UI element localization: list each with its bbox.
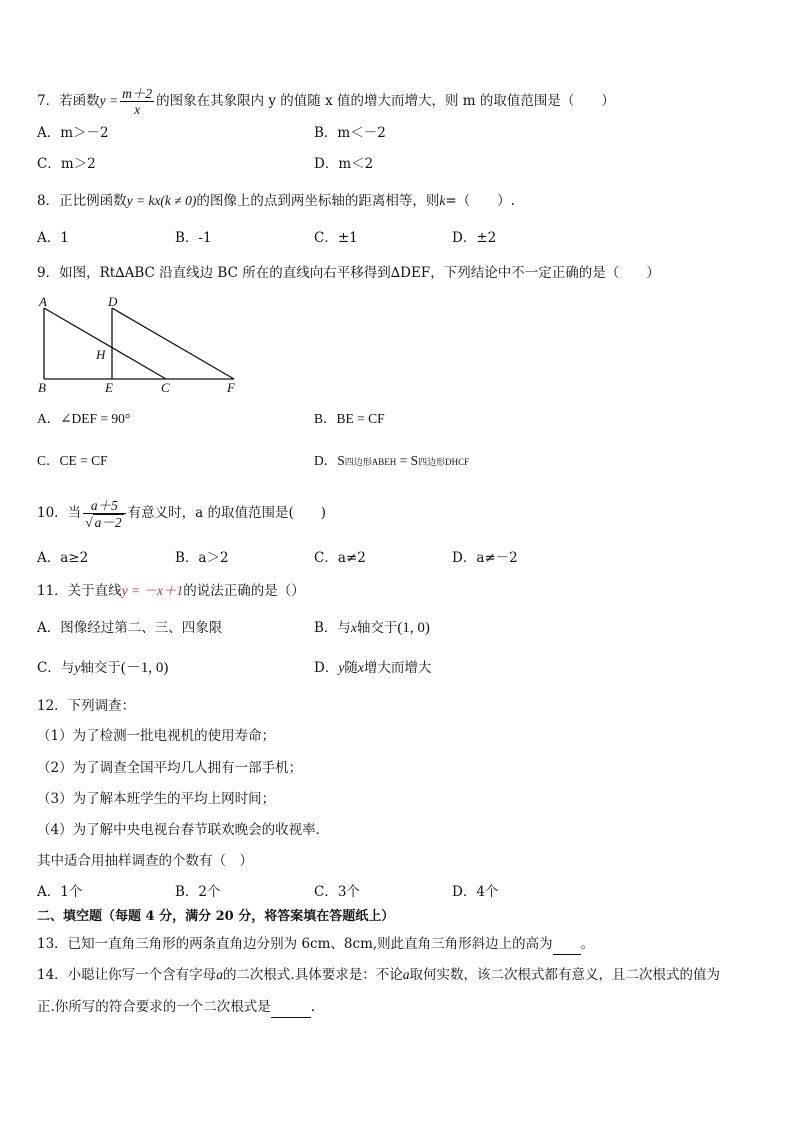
q8-var-k: k (439, 193, 446, 208)
point-b-label: B (38, 380, 46, 395)
q11-option-d[interactable] (314, 658, 431, 678)
question-10-stem (37, 493, 326, 533)
q9-option-c[interactable]: C．CE = CF (37, 453, 108, 468)
q11-b-var: x (350, 620, 357, 635)
q8-option-a[interactable]: A．1 (37, 230, 69, 246)
q11-b-point: (1, 0) (397, 620, 430, 636)
q14-text-a: 14．小聪让你写一个含有字母 (37, 967, 217, 983)
q14-answer-blank[interactable] (271, 997, 311, 1018)
q10-suffix: 有意义时，a 的取值范围是( ) (127, 505, 326, 521)
q13-answer-blank[interactable] (553, 934, 581, 955)
q10-option-b[interactable]: B．a＞2 (175, 550, 229, 566)
q9-option-d[interactable] (314, 451, 469, 472)
q8-prefix: 8．正比例函数 (37, 193, 127, 209)
q7-option-d[interactable]: D．m＜2 (314, 156, 374, 172)
question-12-stem: 12．下列调查： (37, 698, 136, 714)
point-a-label: A (39, 294, 47, 309)
q7-suffix: 的图象在其象限内 y 的值随 x 值的增大而增大，则 m 的取值范围是（ ） (156, 93, 615, 109)
q11-d-var-y: y (338, 660, 345, 675)
q8-option-b[interactable]: B．-1 (175, 230, 212, 246)
q12-option-d[interactable]: D．4个 (452, 884, 499, 900)
q9-d-prefix: D．S (314, 453, 345, 468)
q12-item-1: （1）为了检测一批电视机的使用寿命； (37, 728, 276, 744)
q12-item-3: （3）为了解本班学生的平均上网时间； (37, 791, 276, 807)
q13-end: 。 (580, 936, 595, 952)
q10-option-c[interactable]: C．a≠2 (314, 550, 366, 566)
q11-option-b[interactable] (314, 618, 430, 638)
q12-question: 其中适合用抽样调查的个数有（ ） (37, 853, 253, 869)
q9-d-equals: = S (396, 453, 419, 468)
q11-d-prefix: D． (314, 660, 339, 676)
q9-d-subscript-2: 四边形DHCF (418, 457, 470, 467)
point-f-label: F (227, 380, 235, 395)
point-e-label: E (105, 380, 113, 395)
q10-fraction (83, 498, 125, 530)
point-d-label: D (108, 294, 118, 309)
q12-option-b[interactable]: B．2个 (175, 884, 221, 900)
q8-suffix: =（ ）. (445, 193, 515, 209)
question-8-stem (37, 191, 515, 211)
q8-middle: 的图像上的点到两坐标轴的距离相等，则 (196, 193, 440, 209)
q14-var-a-2: a (402, 967, 410, 982)
q7-prefix: 7．若函数 (37, 93, 100, 109)
q10-prefix: 10．当 (37, 505, 82, 521)
q7-option-b[interactable]: B．m＜－2 (314, 125, 386, 141)
q11-c-text: 轴交于 (80, 660, 121, 676)
q8-formula: y = kx(k ≠ 0) (126, 193, 197, 208)
q11-c-var: y (74, 660, 81, 675)
q11-c-point: (－1, 0) (120, 660, 169, 676)
q11-d-var-x: x (357, 660, 364, 675)
q7-numerator: m＋2 (122, 86, 153, 101)
q7-function-y: y = (99, 93, 119, 108)
q7-option-c[interactable]: C．m＞2 (37, 156, 96, 172)
q7-option-a[interactable]: A．m＞－2 (37, 125, 109, 141)
question-9-stem: 9．如图，Rt∆ABC 沿直线边 BC 所在的直线向右平移得到∆DEF，下列结论中不一定正确的是（ ） (37, 265, 660, 281)
q14-text-c: 取何实数，该二次根式都有意义，且二次根式的值为 (409, 967, 720, 983)
q12-option-a[interactable]: A．1个 (37, 884, 83, 900)
q10-option-d[interactable]: D．a≠－2 (452, 550, 518, 566)
section-fill-in-heading: 二、填空题（每题 4 分，满分 20 分，将答案填在答题纸上） (37, 909, 395, 924)
q10-radicand: a－2 (94, 514, 122, 530)
point-h-label: H (96, 347, 106, 362)
question-7-stem (37, 86, 615, 117)
q14-text-d: 正.你所写的符合要求的一个二次根式是 (37, 999, 271, 1015)
question-14-line-1 (37, 965, 720, 985)
q11-suffix: 的说法正确的是（） (183, 583, 305, 599)
q10-denominator: √ a－2 (85, 514, 122, 530)
q12-item-4: （4）为了解中央电视台春节联欢晚会的收视率． (37, 822, 330, 838)
q11-option-a[interactable]: A．图像经过第二、三、四象限 (37, 620, 223, 636)
q14-text-b: 的二次根式.具体要求是：不论 (222, 967, 403, 983)
q11-b-text: 轴交于 (356, 620, 398, 636)
q9-option-a[interactable]: A．∠DEF = 90° (37, 411, 131, 426)
q14-var-a: a (216, 967, 223, 982)
question-14-line-2 (37, 997, 315, 1018)
q11-b-prefix: B．与 (314, 620, 351, 636)
question-13-stem (37, 934, 594, 955)
segment-df (112, 308, 234, 379)
q12-item-2: （2）为了调查全国平均几人拥有一部手机； (37, 760, 303, 776)
q9-triangle-figure (30, 294, 250, 396)
q11-c-prefix: C．与 (37, 660, 75, 676)
q11-d-mid: 随 (344, 660, 358, 676)
point-c-label: C (161, 380, 170, 395)
q10-numerator: a＋5 (83, 498, 125, 514)
q11-d-suffix: 增大而增大 (363, 660, 432, 676)
q7-denominator: x (134, 102, 141, 117)
q13-text: 13．已知一直角三角形的两条直角边分别为 6cm、8cm,则此直角三角形斜边上的高为 (37, 936, 553, 952)
q9-d-subscript-1: 四边形ABEH (344, 457, 397, 467)
q8-option-d[interactable]: D．±2 (452, 230, 497, 246)
q10-option-a[interactable]: A．a≥2 (37, 550, 89, 566)
q12-option-c[interactable]: C．3个 (314, 884, 360, 900)
q7-fraction (120, 86, 154, 117)
q11-formula: y = －x＋1 (121, 583, 184, 598)
q9-option-b[interactable]: B．BE = CF (314, 411, 385, 426)
question-11-stem (37, 581, 305, 601)
segment-ac (44, 308, 166, 379)
q8-option-c[interactable]: C．±1 (314, 230, 358, 246)
q11-option-c[interactable] (37, 658, 168, 678)
q11-prefix: 11．关于直线 (37, 583, 122, 599)
q14-end: . (310, 999, 316, 1015)
